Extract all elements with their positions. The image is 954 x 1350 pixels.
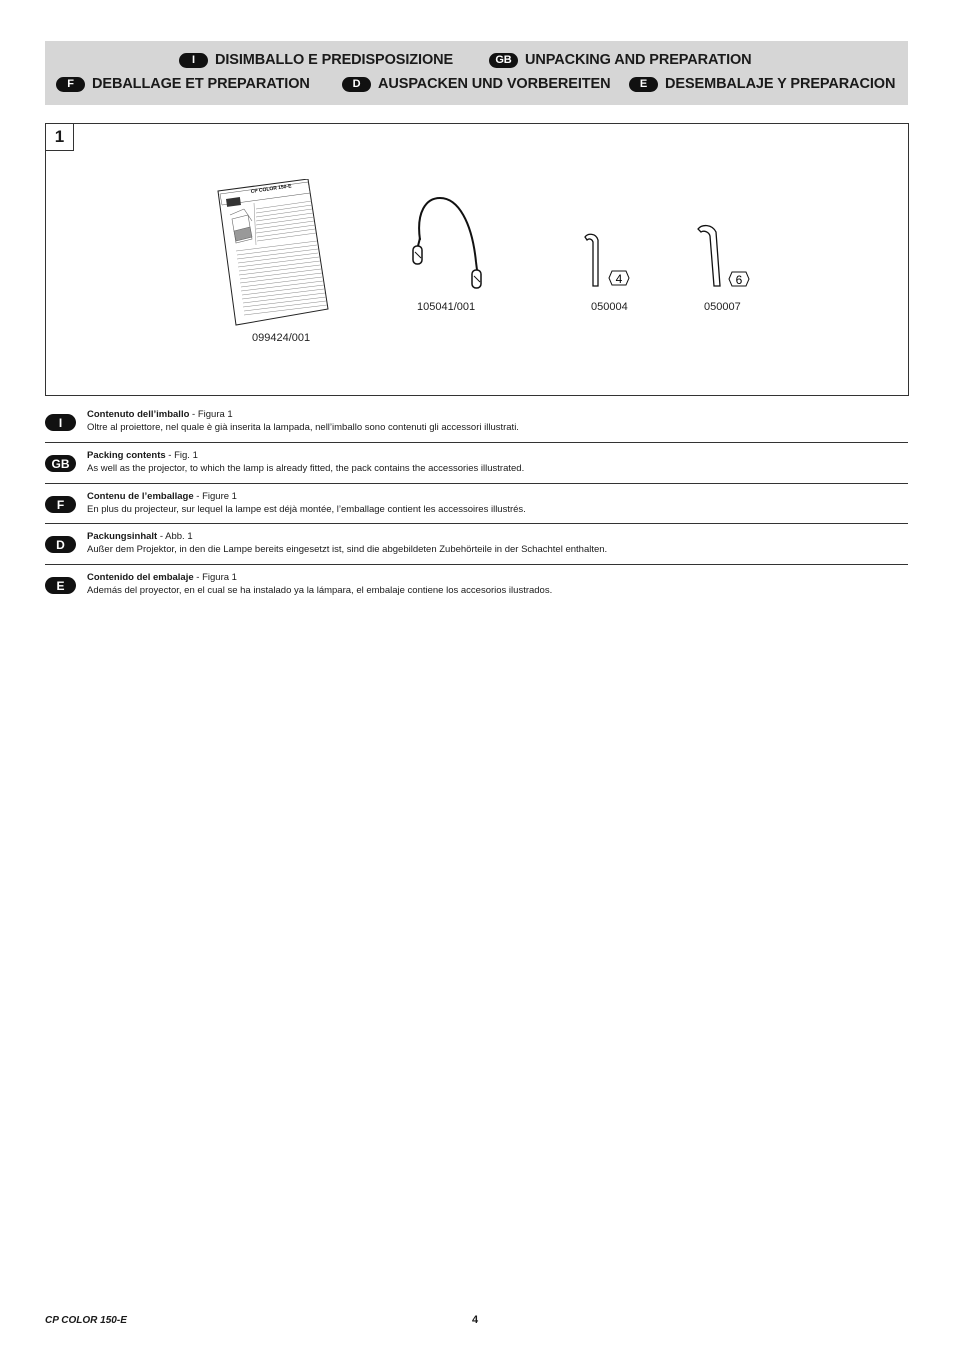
- lang-body-es: Además del proyector, en el cual se ha instalado ya la lámpara, el embalaje contiene los accesorios ilustrados.: [87, 585, 553, 596]
- lang-badge-de: D: [45, 536, 76, 553]
- lang-ref-fr: - Figure 1: [193, 491, 237, 502]
- figure-box: [45, 123, 909, 396]
- figure-number: 1: [46, 124, 74, 151]
- lang-title-de: Packungsinhalt: [87, 531, 158, 542]
- divider: [45, 442, 908, 443]
- lang-ref-de: - Abb. 1: [157, 531, 193, 542]
- lang-text-fr: [87, 490, 526, 516]
- hex-key-4-illustration: [582, 232, 632, 292]
- lang-badge-it: I: [45, 414, 76, 431]
- lang-ref-it: - Figura 1: [189, 409, 233, 420]
- hex-key-6-illustration: [696, 224, 752, 294]
- lang-ref-es: - Figura 1: [193, 572, 237, 583]
- lang-title-it: Contenuto dell’imballo: [87, 409, 190, 420]
- lang-badge-de: D: [342, 77, 371, 92]
- lang-body-fr: En plus du projecteur, sur lequel la lampe est déjà montée, l’emballage contient les accessoires illustrés.: [87, 504, 526, 515]
- lang-title-fr: Contenu de l’emballage: [87, 491, 194, 502]
- page-number: 4: [472, 1314, 479, 1326]
- lang-body-de: Außer dem Projektor, in den die Lampe bereits eingesetzt ist, sind die abgebildeten Zubehörteile in der Schachtel enthalten.: [87, 544, 608, 555]
- lang-badge-it: I: [179, 53, 208, 68]
- header-label-gb: UNPACKING AND PREPARATION: [525, 52, 752, 68]
- header-item-de: [342, 76, 610, 92]
- lang-text-de: [87, 530, 607, 556]
- hex-key-4-code: 050004: [591, 301, 628, 313]
- lang-ref-gb: - Fig. 1: [165, 450, 198, 461]
- lang-badge-gb: GB: [489, 53, 518, 68]
- header-label-fr: DEBALLAGE ET PREPARATION: [92, 76, 310, 92]
- divider: [45, 564, 908, 565]
- lang-badge-fr: F: [45, 496, 76, 513]
- lang-body-it: Oltre al proiettore, nel quale è già inserita la lampada, nell’imballo sono contenuti gli accessori illustrati.: [87, 422, 519, 433]
- hex-key-4-size: 4: [615, 272, 623, 286]
- manual-title: CP COLOR 150-E: [250, 183, 292, 195]
- lang-badge-es: E: [45, 577, 76, 594]
- hex-key-6-size: 6: [735, 273, 743, 287]
- lang-text-it: [87, 408, 519, 434]
- header-label-de: AUSPACKEN UND VORBEREITEN: [378, 76, 611, 92]
- lang-badge-fr: F: [56, 77, 85, 92]
- header-item-es: [629, 76, 895, 92]
- lang-title-gb: Packing contents: [87, 450, 166, 461]
- safety-cable-code: 105041/001: [417, 301, 476, 313]
- divider: [45, 523, 908, 524]
- lang-title-es: Contenido del embalaje: [87, 572, 194, 583]
- hex-key-6-code: 050007: [704, 301, 741, 313]
- lang-text-es: [87, 571, 552, 597]
- section-header: [45, 41, 908, 105]
- lang-text-gb: [87, 449, 524, 475]
- header-label-it: DISIMBALLO E PREDISPOSIZIONE: [215, 52, 454, 68]
- header-item-gb: [489, 52, 752, 68]
- footer-product: CP COLOR 150-E: [45, 1315, 127, 1326]
- manual-code: 099424/001: [252, 332, 311, 344]
- header-item-it: [179, 52, 453, 68]
- lang-badge-es: E: [629, 77, 658, 92]
- lang-badge-gb: GB: [45, 455, 76, 472]
- manual-illustration: [216, 179, 336, 329]
- divider: [45, 483, 908, 484]
- header-label-es: DESEMBALAJE Y PREPARACION: [665, 76, 896, 92]
- safety-cable-illustration: [408, 192, 488, 302]
- header-item-fr: [56, 76, 310, 92]
- lang-body-gb: As well as the projector, to which the lamp is already fitted, the pack contains the accessories illustrated.: [87, 463, 525, 474]
